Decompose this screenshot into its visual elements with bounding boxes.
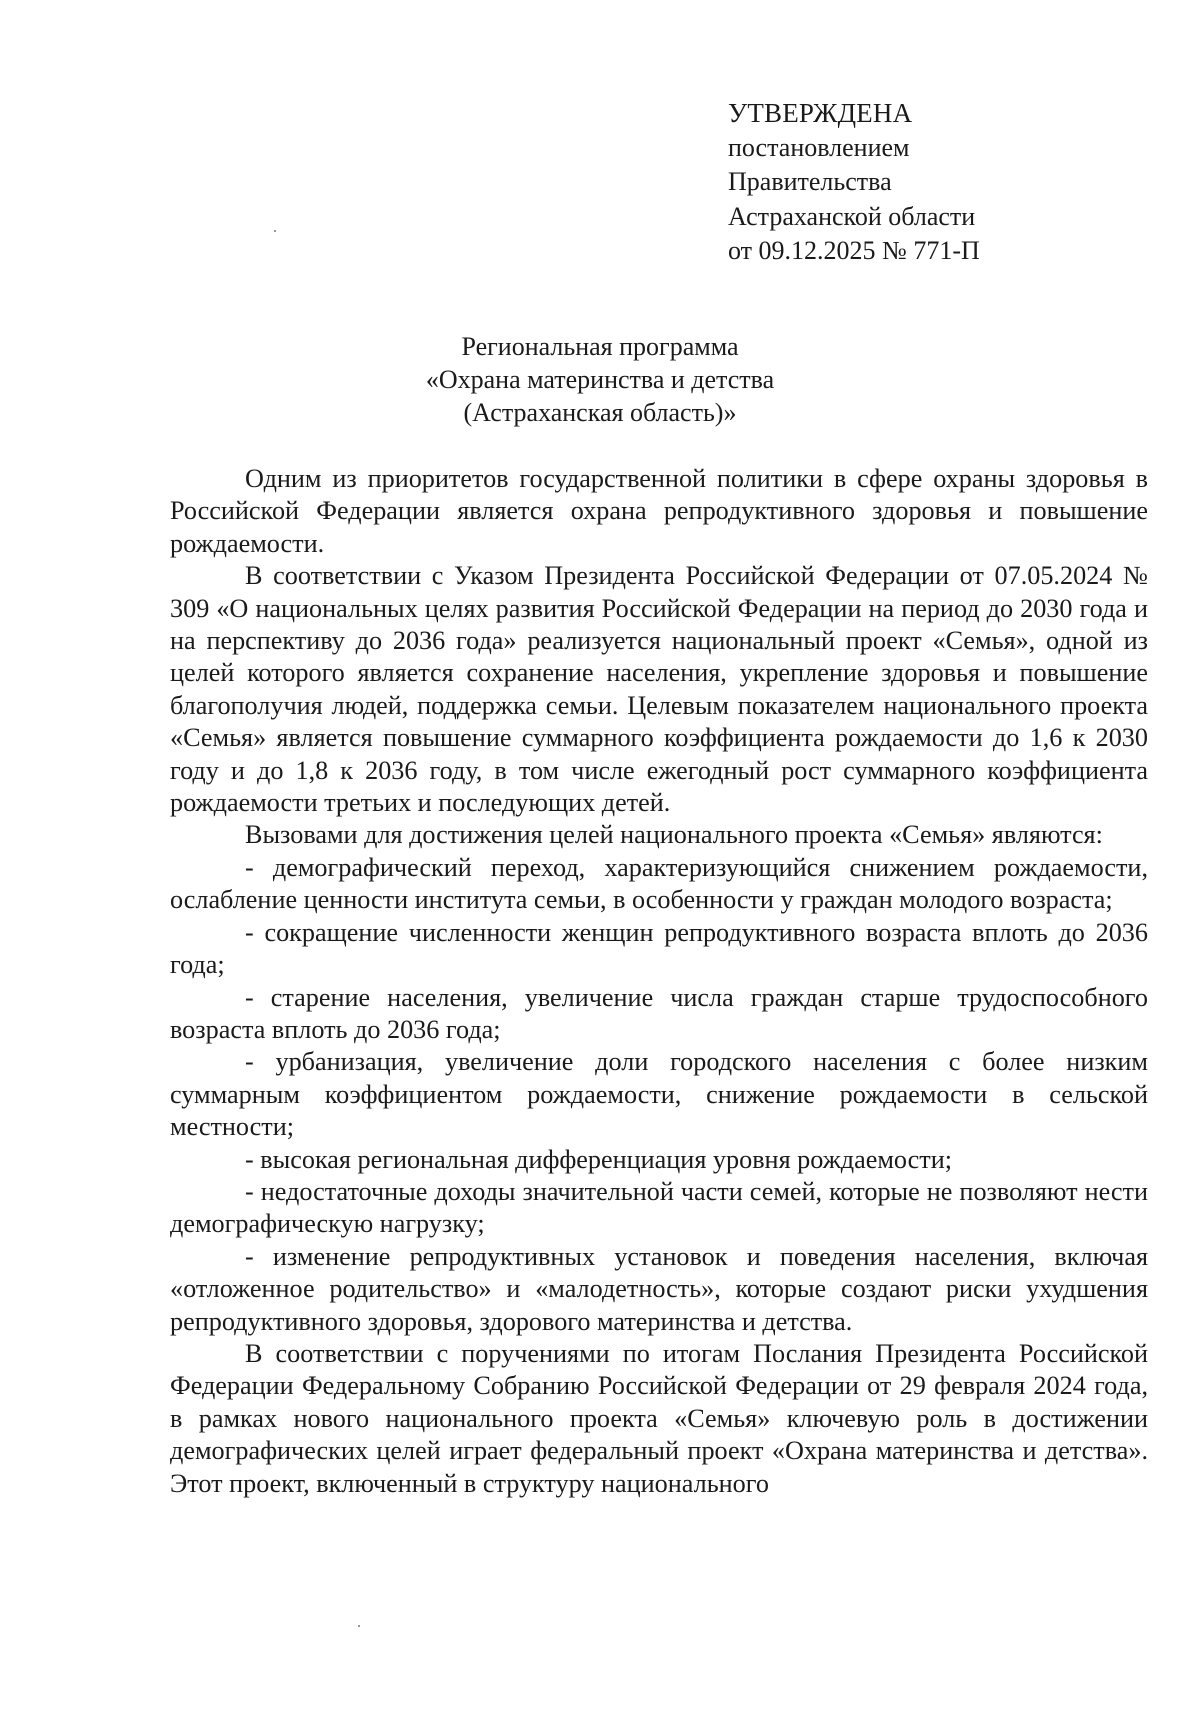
paragraph: Вызовами для достижения целей национального проекта «Семья» являются: bbox=[245, 820, 1103, 850]
title-line: (Астраханская область)» bbox=[463, 398, 737, 427]
paragraph: В соответствии с поручениями по итогам Послания Президента Российской Федерации Федеральному Собранию Российской Федерации от 29 февраля 2024 года, в рамках нового национального проекта «Семья» ключевую роль в достижении демографических целей играет федеральный проект «Охрана материнства и детства». Этот проект, включенный в структуру национального bbox=[170, 1338, 1148, 1498]
list-item: - старение населения, увеличение числа граждан старше трудоспособного возраста вплоть до 2036 года; bbox=[170, 982, 1148, 1044]
paragraph: Одним из приоритетов государственной политики в сфере охраны здоровья в Российской Федерации является охрана репродуктивного здоровья и повышение рождаемости. bbox=[170, 464, 1148, 558]
document-body bbox=[170, 463, 1148, 1500]
approval-heading: УТВЕРЖДЕНА bbox=[728, 98, 913, 128]
title-line: «Охрана материнства и детства bbox=[425, 365, 775, 394]
approval-decree-number: от 09.12.2025 № 771-П bbox=[728, 236, 980, 265]
list-item: - изменение репродуктивных установок и поведения населения, включая «отложенное родительство» и «малодетность», которые создают риски ухудшения репродуктивного здоровья, здорового материнства и детства. bbox=[170, 1241, 1148, 1336]
list-item: - демографический переход, характеризующийся снижением рождаемости, ослабление ценности института семьи, в особенности у граждан молодого возраста; bbox=[170, 852, 1148, 915]
title-line: Региональная программа bbox=[461, 332, 739, 361]
approval-line: Правительства bbox=[728, 167, 892, 196]
list-item: - сокращение численности женщин репродуктивного возраста вплоть до 2036 года; bbox=[170, 917, 1148, 980]
scan-speck bbox=[358, 1625, 360, 1627]
list-item: - недостаточные доходы значительной части семей, которые не позволяют нести демографическую нагрузку; bbox=[170, 1176, 1148, 1239]
approval-stamp-block bbox=[728, 96, 980, 269]
paragraph: В соответствии с Указом Президента Российской Федерации от 07.05.2024 № 309 «О национальных целях развития Российской Федерации на период до 2030 года и на перспективу до 2036 года» реализуется национальный проект «Семья», одной из целей которого является сохранение населения, укрепление здоровья и повышение благополучия людей, поддержка семьи. Целевым показателем национального проекта «Семья» является повышение суммарного коэффициента рождаемости до 1,6 к 2030 году и до 1,8 к 2036 году, в том числе ежегодный рост суммарного коэффициента рождаемости третьих и последующих детей. bbox=[170, 561, 1148, 818]
list-item: - урбанизация, увеличение доли городского населения с более низким суммарным коэффициентом рождаемости, снижение рождаемости в сельской местности; bbox=[170, 1047, 1148, 1142]
list-item: - высокая региональная дифференциация уровня рождаемости; bbox=[245, 1144, 953, 1174]
approval-line: Астраханской области bbox=[728, 201, 976, 231]
document-title bbox=[0, 330, 1200, 429]
scan-speck bbox=[274, 230, 276, 232]
approval-line: постановлением bbox=[728, 132, 910, 162]
